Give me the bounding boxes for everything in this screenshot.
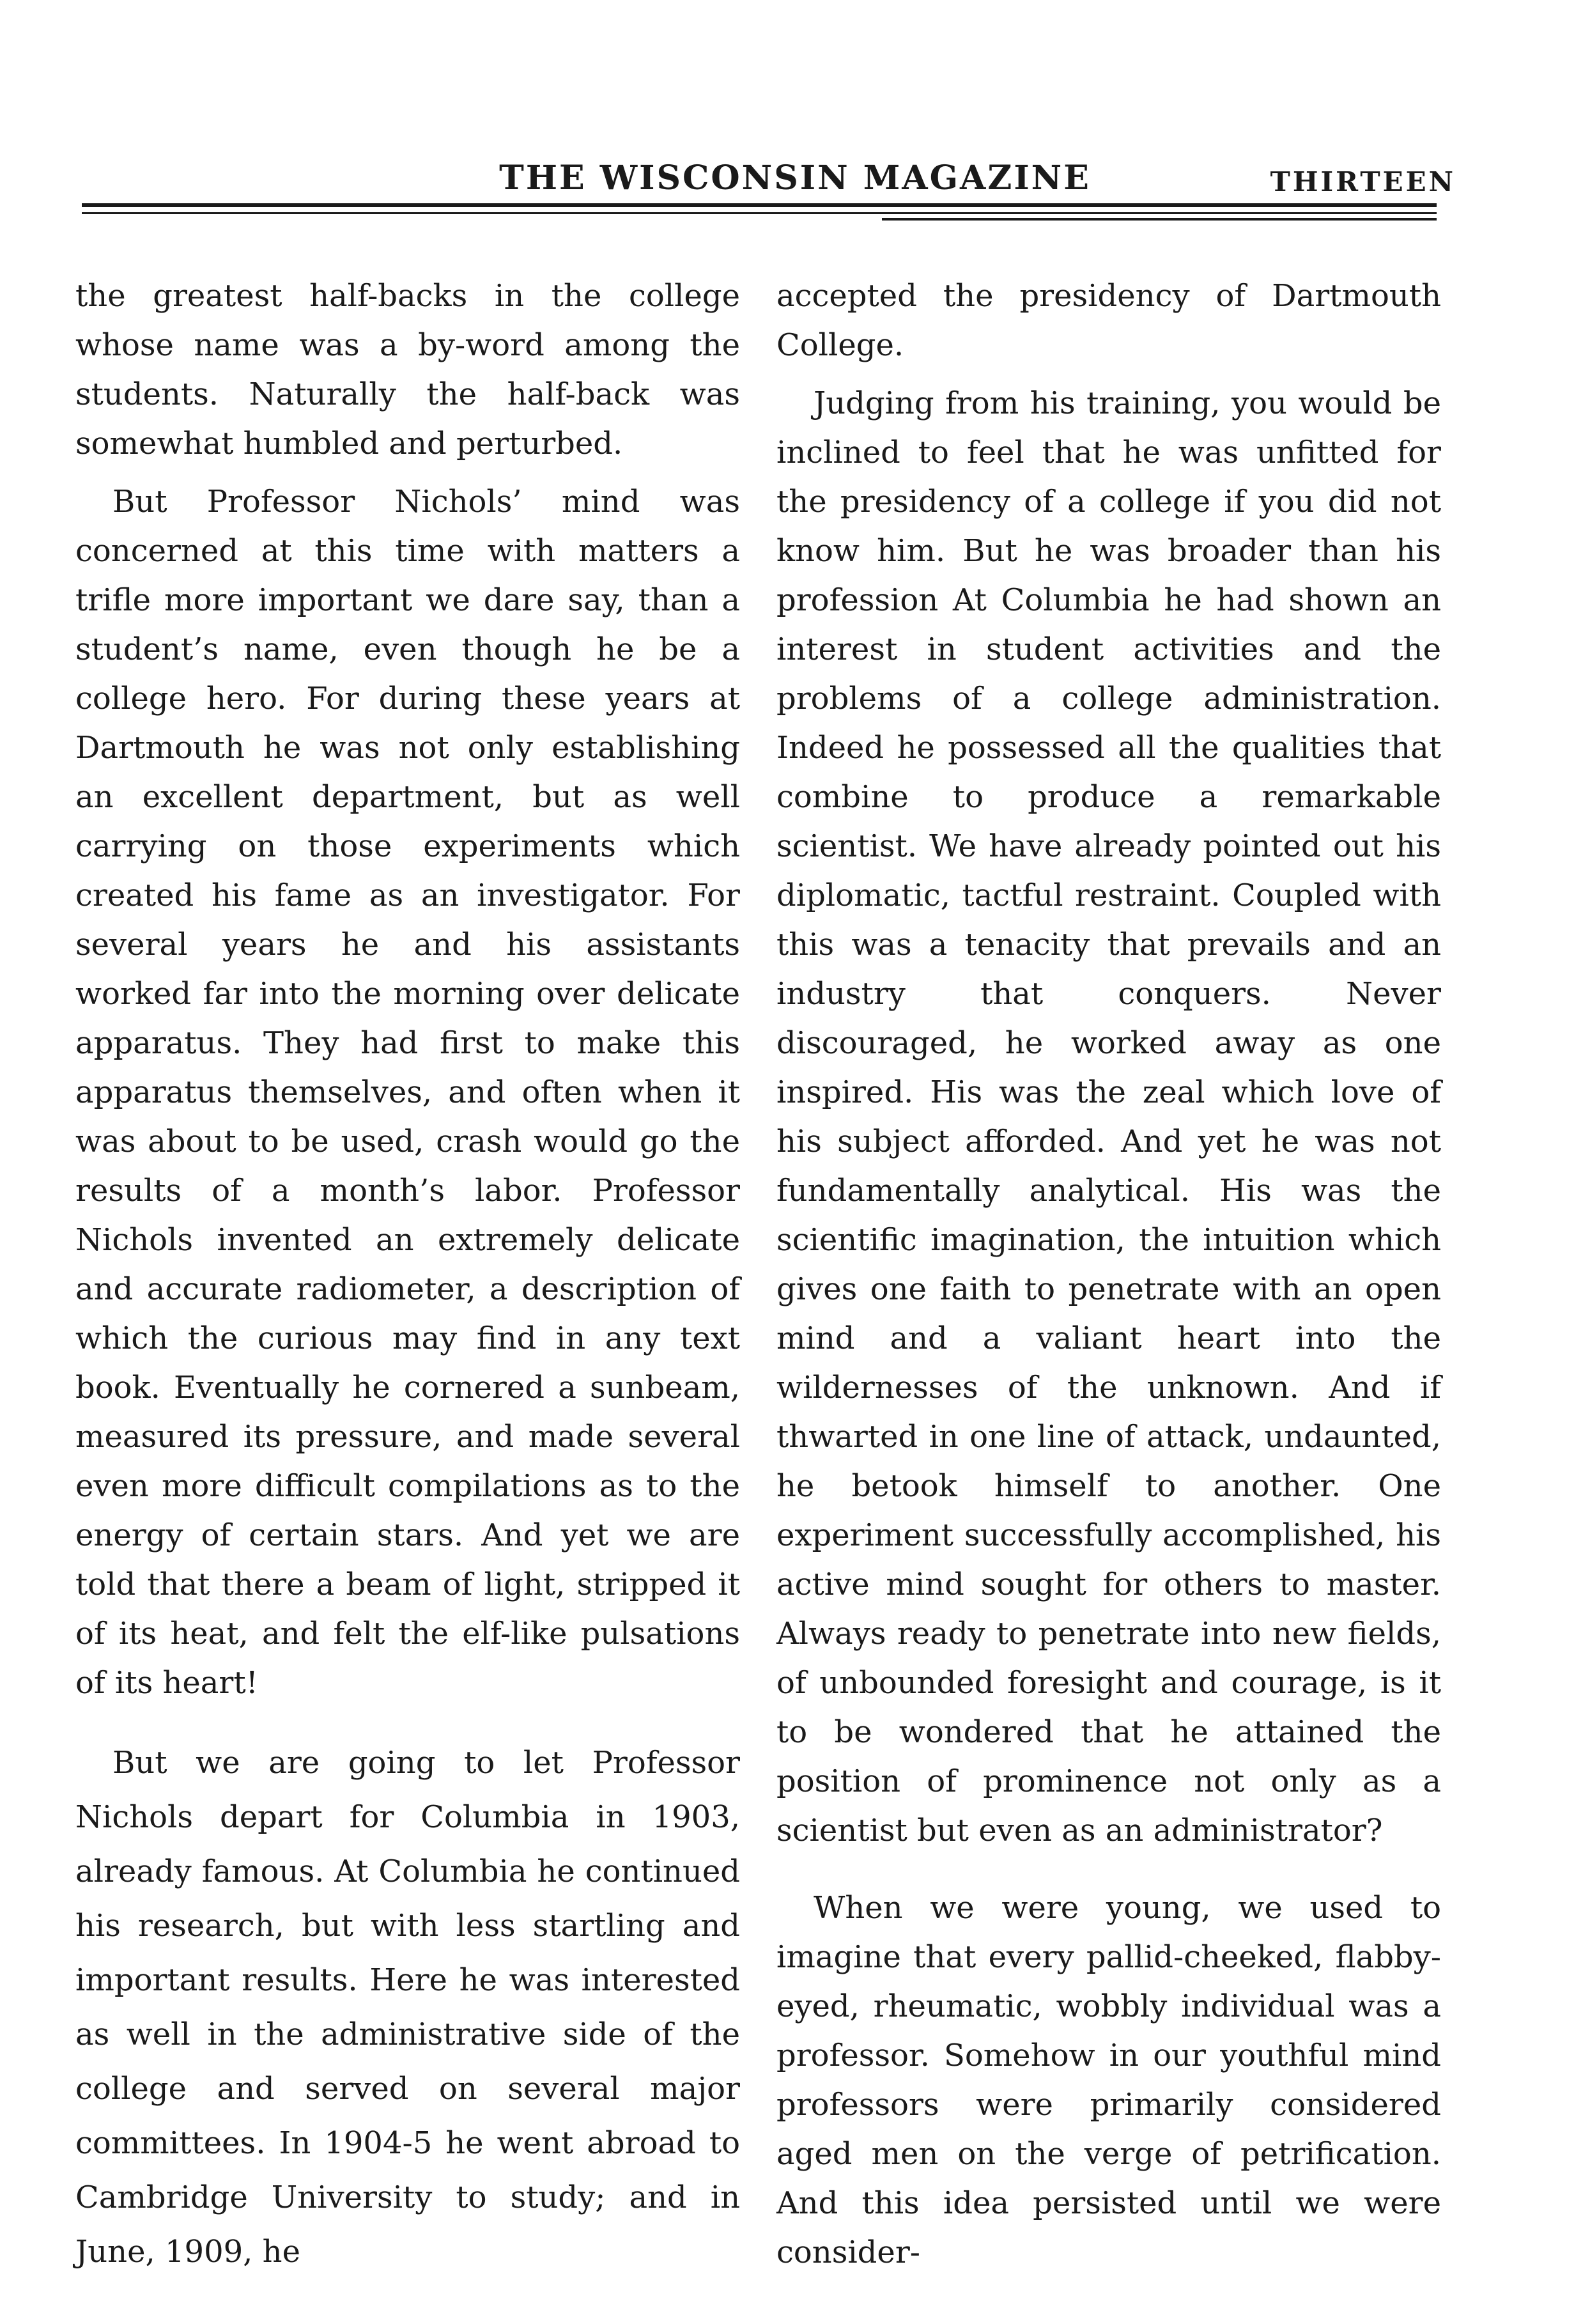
paragraph: the greatest half-backs in the college whose name was a by-word among the students. Naturally the half-back was somewhat humbled and perturbed. xyxy=(75,278,740,461)
header-rule xyxy=(882,218,1437,221)
page-number: THIRTEEN xyxy=(1270,166,1456,198)
right-column xyxy=(776,272,1441,2277)
left-column xyxy=(75,272,740,2279)
paragraph: When we were young, we used to imagine that every pallid-cheeked, flabby-eyed, rheumatic, wobbly individual was a professor. Somehow in our youthful mind professors were primarily considered aged men on the verge of petrification. And this idea persisted until we were consider- xyxy=(776,1890,1441,2270)
header-rule xyxy=(82,212,1437,214)
magazine-title: THE WISCONSIN MAGAZINE xyxy=(499,159,1091,198)
header-rule xyxy=(82,203,1437,207)
paragraph: But we are going to let Professor Nichols depart for Columbia in 1903, already famous. At Columbia he continued his research, but with less startling and important results. Here he was interested as well in the administrative side of the college and served on several major committees. In 1904-5 he went abroad to Cambridge University to study; and in June, 1909, he xyxy=(75,1745,740,2270)
paragraph: Judging from his training, you would be inclined to feel that he was unfitted for the presidency of a college if you did not know him. But he was broader than his profession At Columbia he had shown an interest in student activities and the problems of a college administration. Indeed he possessed all the qualities that combine to produce a remarkable scientist. We have already pointed out his diplomatic, tactful restraint. Coupled with this was a tenacity that prevails and an industry that conquers. Never discouraged, he worked away as one inspired. His was the zeal which love of his subject afforded. And yet he was not fundamentally analytical. His was the scientific imagination, the intuition which gives one faith to penetrate with an open mind and a valiant heart into the wildernesses of the unknown. And if thwarted in one line of attack, undaunted, he betook himself to another. One experiment successfully accomplished, his active mind sought for others to master. Always ready to penetrate into new fields, of unbounded foresight and courage, is it to be wondered that he attained the position of prominence not only as a scientist but even as an administrator? xyxy=(776,385,1441,1848)
paragraph: accepted the presidency of Dartmouth College. xyxy=(776,278,1441,363)
paragraph: But Professor Nichols’ mind was concerned at this time with matters a trifle more important we dare say, than a student’s name, even though he be a college hero. For during these years at Dartmouth he was not only establishing an excellent department, but as well carrying on those experiments which created his fame as an investigator. For several years he and his assistants worked far into the morning over delicate apparatus. They had first to make this apparatus themselves, and often when it was about to be used, crash would go the results of a month’s labor. Professor Nichols invented an extremely delicate and accurate radiometer, a description of which the curious may find in any text book. Eventually he cornered a sunbeam, measured its pressure, and made several even more difficult compilations as to the energy of certain stars. And yet we are told that there a beam of light, stripped it of its heat, and felt the elf-like pulsations of its heart! xyxy=(75,484,740,1701)
